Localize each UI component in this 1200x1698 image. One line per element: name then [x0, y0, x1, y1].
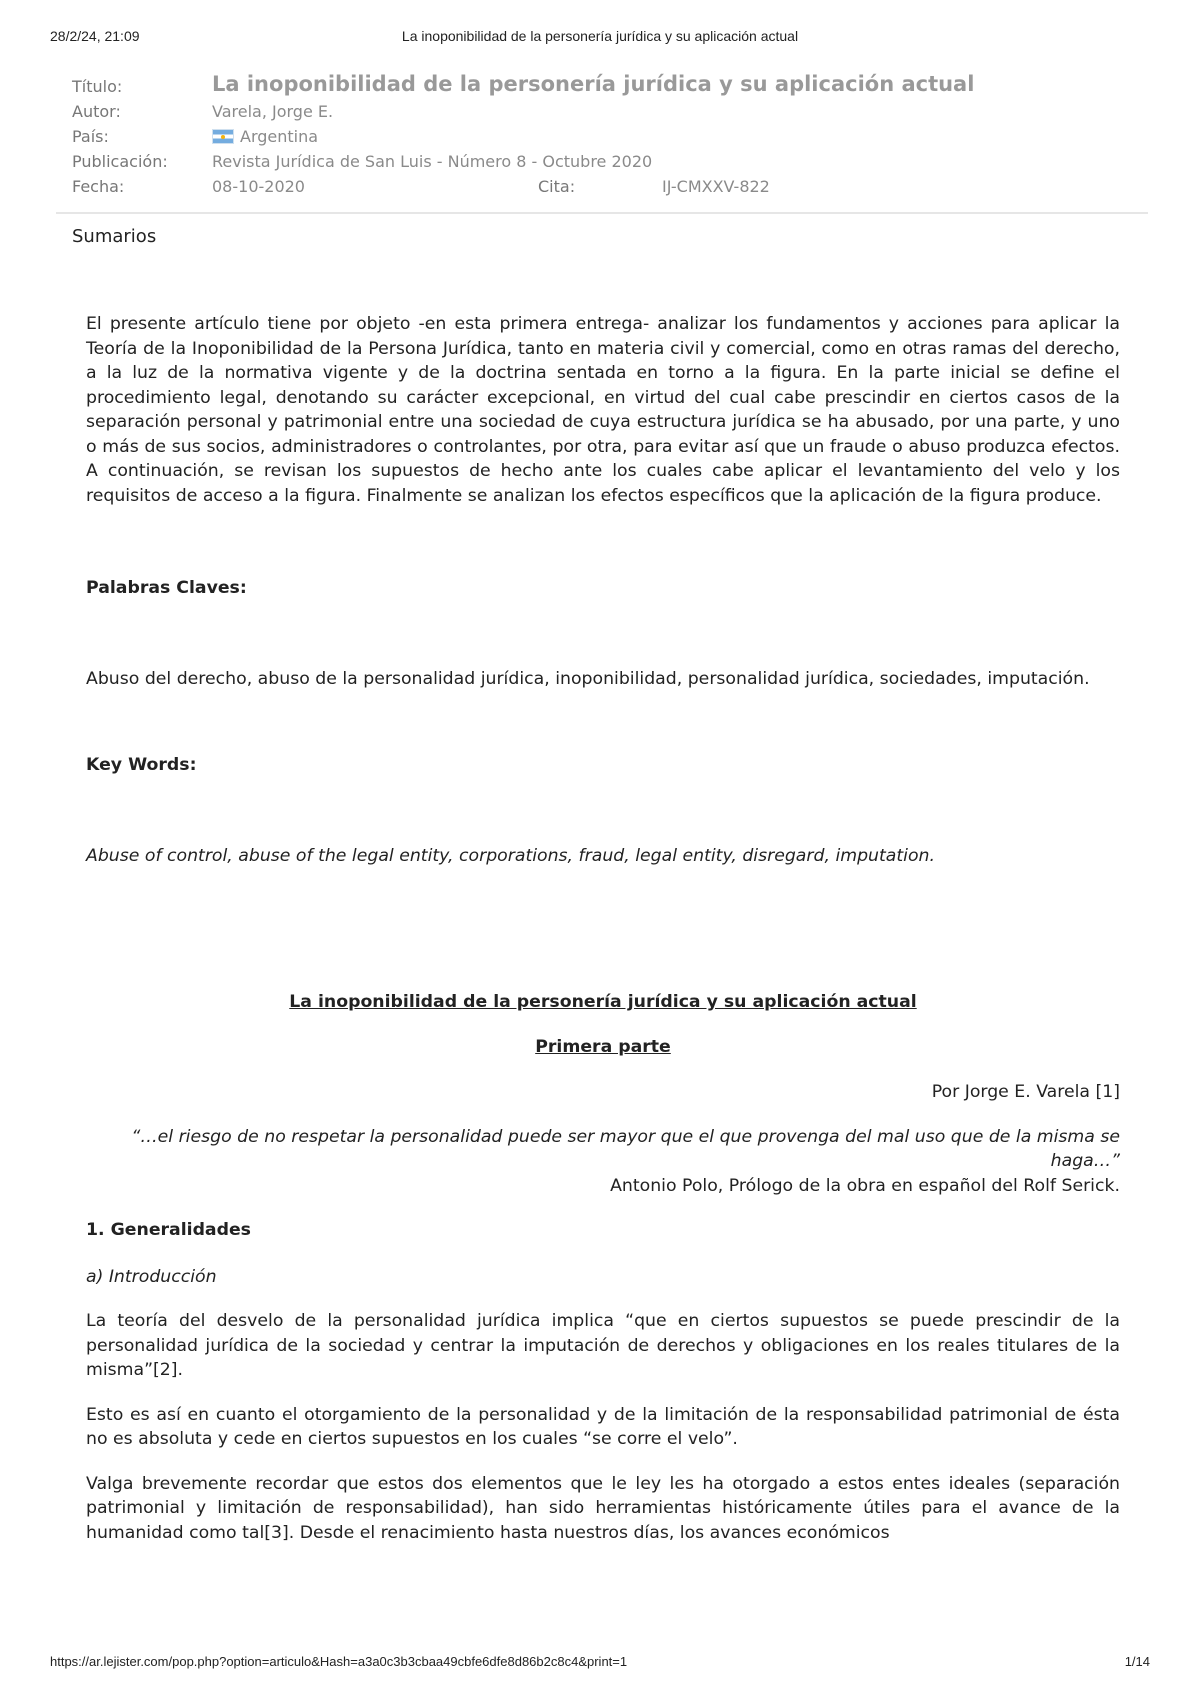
print-title: La inoponibilidad de la personería jurídica y su aplicación actual	[401, 28, 799, 44]
article-content	[86, 312, 1120, 1545]
sumarios-heading: Sumarios	[72, 226, 157, 247]
keywords-es-heading: Palabras Claves:	[86, 578, 247, 598]
article-subtitle: Primera parte	[535, 1036, 671, 1057]
meta-country-label: País:	[72, 127, 109, 146]
meta-cita-label: Cita:	[538, 177, 576, 196]
meta-date-value: 08-10-2020	[212, 177, 305, 196]
keywords-en-heading: Key Words:	[86, 755, 197, 775]
section-heading: 1. Generalidades	[86, 1220, 251, 1240]
meta-author-row	[72, 99, 1142, 124]
body-paragraph: Esto es así en cuanto el otorgamiento de la personalidad y de la limitación de la responsabilidad patrimonial de ésta no es absoluta y cede en ciertos supuestos en los cuales “se corre el velo”.	[86, 1404, 1120, 1449]
subsection-heading: a) Introducción	[86, 1266, 217, 1287]
print-date: 28/2/24, 21:09	[50, 28, 140, 44]
meta-publication-value[interactable]: Revista Jurídica de San Luis - Número 8 - Octubre 2020	[212, 152, 653, 171]
article-metadata	[72, 74, 1142, 199]
meta-country-value	[212, 124, 318, 149]
print-url: https://ar.lejister.com/pop.php?option=articulo&Hash=a3a0c3b3cbaa49cbfe6dfe8d86b2c8c4&print=1	[50, 1654, 628, 1669]
meta-country-row	[72, 124, 1142, 149]
meta-date-row	[72, 174, 1142, 199]
body-paragraph: La teoría del desvelo de la personalidad jurídica implica “que en ciertos supuestos se puede prescindir de la personalidad jurídica de la sociedad y centrar la imputación de derechos y obligaciones en los reales titulares de la misma”[2].	[86, 1311, 1120, 1380]
meta-country-text: Argentina	[240, 127, 319, 146]
meta-author-label: Autor:	[72, 102, 121, 121]
print-footer	[50, 1654, 1150, 1674]
meta-title-value: La inoponibilidad de la personería jurídica y su aplicación actual	[212, 72, 975, 96]
epigraph-quote: “…el riesgo de no respetar la personalidad puede ser mayor que el que provenga del mal uso que de la misma se haga…”	[131, 1126, 1120, 1171]
metadata-divider	[56, 212, 1148, 214]
meta-publication-label: Publicación:	[72, 152, 168, 171]
page-number: 1/14	[1124, 1654, 1150, 1669]
meta-cita-value: IJ-CMXXV-822	[662, 177, 770, 196]
meta-title-label: Título:	[72, 77, 123, 96]
abstract-paragraph: El presente artículo tiene por objeto -en esta primera entrega- analizar los fundamentos y acciones para aplicar la Teoría de la Inoponibilidad de la Persona Jurídica, tanto en materia civil y comercial, como en otras ramas del derecho, a la luz de la normativa vigente y de la doctrina sentada en torno a la figura. En la parte inicial se define el procedimiento legal, denotando su carácter excepcional, en virtud del cual cabe prescindir en ciertos casos de la separación personal y patrimonial entre una sociedad de cuya estructura jurídica se ha abusado, por una parte, y uno o más de sus socios, administradores o controlantes, por otra, para evitar así que un fraude o abuso produzca efectos. A continuación, se revisan los supuestos de hecho ante los cuales cabe aplicar el levantamiento del velo y los requisitos de acceso a la figura. Finalmente se analizan los efectos específicos que la aplicación de la figura produce.	[86, 314, 1120, 506]
meta-author-value[interactable]: Varela, Jorge E.	[212, 102, 334, 121]
meta-title-row	[72, 74, 1142, 99]
argentina-flag-icon	[212, 129, 234, 144]
meta-date-label: Fecha:	[72, 177, 125, 196]
keywords-es-text: Abuso del derecho, abuso de la personalidad jurídica, inoponibilidad, personalidad jurídica, sociedades, imputación.	[86, 668, 1090, 689]
epigraph-source: Antonio Polo, Prólogo de la obra en español del Rolf Serick.	[610, 1175, 1120, 1196]
keywords-en-text: Abuse of control, abuse of the legal entity, corporations, fraud, legal entity, disregard, imputation.	[86, 845, 935, 866]
print-header	[50, 28, 1150, 48]
body-paragraph: Valga brevemente recordar que estos dos elementos que le ley les ha otorgado a estos entes ideales (separación patrimonial y limitación de responsabilidad), han sido herramientas históricamente útiles para el avance de la humanidad como tal[3]. Desde el renacimiento hasta nuestros días, los avances económicos	[86, 1473, 1120, 1543]
article-title: La inoponibilidad de la personería jurídica y su aplicación actual	[289, 992, 917, 1012]
meta-publication-row	[72, 149, 1142, 174]
article-byline: Por Jorge E. Varela [1]	[931, 1082, 1120, 1102]
